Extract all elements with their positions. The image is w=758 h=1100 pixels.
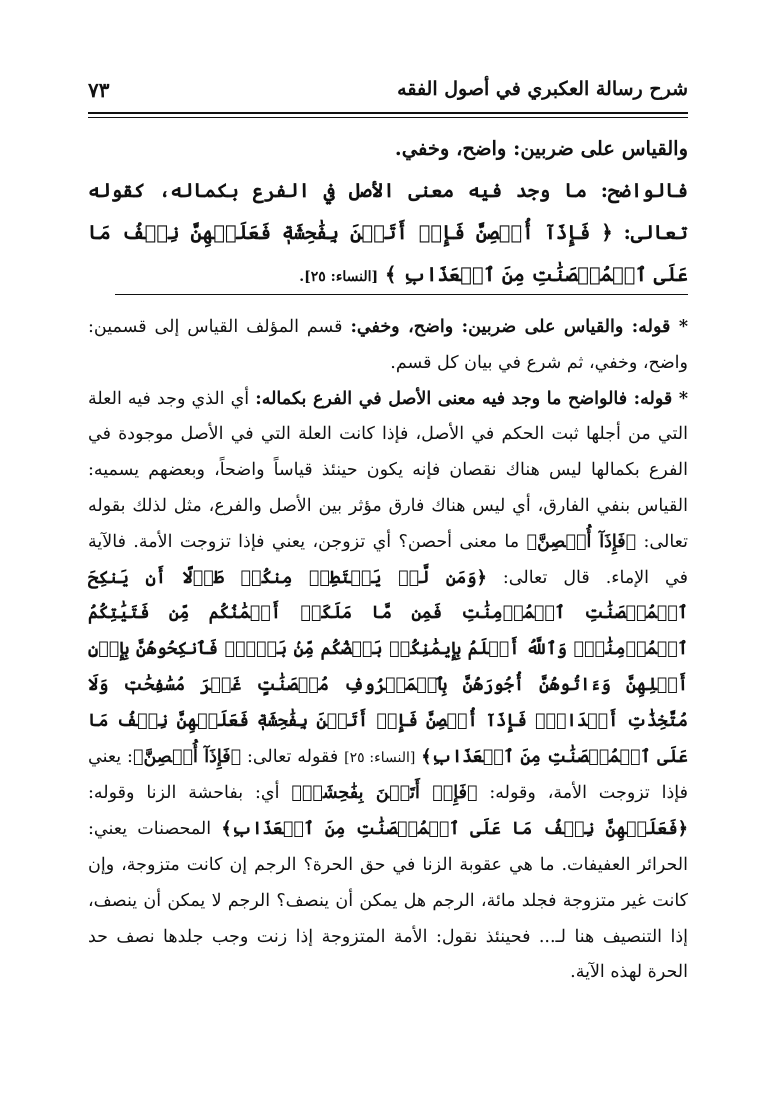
quran-citation-b: [النساء: ٢٥]: [344, 749, 416, 766]
matn-line-2: [88, 170, 688, 298]
matn-verse: ﴿ فَإِذَآ أُحۡصِنَّ فَإِنۡ أَتَيۡنَ بِفَٰحِشَةٖ فَعَلَيۡهِنَّ نِصۡفُ مَا عَلَى ٱلۡمُحۡصَنَٰتِ مِنَ ٱلۡعَذَابِ ﴾: [88, 221, 688, 286]
matn-lead: فالواضح: ما وجد فيه معنى الأصل في الفرع بكماله، كقوله تعالى:: [88, 179, 688, 244]
sharh-text-2d: : يعني فإذا تزوجت الأمة، وقوله:: [88, 746, 689, 804]
running-header: [88, 78, 688, 112]
header-rule-thin: [88, 117, 688, 118]
sharh-text-2b: ما معنى أحصن؟ أي تزوجن، يعني فإذا تزوجت الأمة. فالآية في الإماء. قال تعالى:: [88, 531, 688, 588]
sharh-paragraph-1: [88, 310, 688, 382]
quran-verse-c: ﴿فَإِذَآ أُحۡصِنَّ﴾: [132, 746, 242, 767]
sharh-lead-1: * قوله: والقياس على ضربين: واضح، وخفي:: [350, 317, 688, 337]
quran-verse-e: ﴿فَعَلَيۡهِنَّ نِصۡفُ مَا عَلَى ٱلۡمُحۡصَنَٰتِ مِنَ ٱلۡعَذَابِ﴾: [221, 819, 688, 840]
sharh-text-2c: فقوله تعالى:: [246, 746, 339, 767]
sharh-text-2a: أي الذي وجد فيه العلة التي من أجلها ثبت الحكم في الأصل، فإذا كانت العلة التي في الأصل موجودة في الفرع بكمالها ليس هناك نقصان فإنه يكون حينئذ قياساً واضحاً، وبعضهم يسميه: القياس بنفي الفارق، أي ليس هناك فارق مؤثر بين الأصل والفرع، مثل لذلك بقوله تعالى:: [88, 388, 688, 552]
sharh-text-2e: أي: بفاحشة الزنا وقوله:: [88, 783, 280, 804]
matn-citation: [النساء: ٢٥].: [299, 269, 379, 285]
quran-verse-d: ﴿فَإِنۡ أَتَيۡنَ بِفَٰحِشَةٖ﴾: [291, 783, 478, 804]
header-title: شرح رسالة العكبري في أصول الفقه: [397, 78, 688, 100]
sharh-text-1: قسم المؤلف القياس إلى قسمين: واضح، وخفي، ثم شرع في بيان كل قسم.: [88, 317, 688, 373]
quran-verse-a: ﴿فَإِذَآ أُحۡصِنَّ﴾: [526, 531, 637, 552]
footnote-separator: [115, 294, 688, 295]
sharh-paragraph-2: [88, 382, 688, 992]
sharh-lead-2: * قوله: فالواضح ما وجد فيه معنى الأصل في الفرع بكماله:: [255, 388, 688, 409]
matn-text: [88, 128, 688, 298]
quran-verse-b: ﴿وَمَن لَّمۡ يَسۡتَطِعۡ مِنكُمۡ طَوۡلًا أَن يَنكِحَ ٱلۡمُحۡصَنَٰتِ ٱلۡمُؤۡمِنَٰتِ فَمِن مَّا مَلَكَتۡ أَيۡمَٰنُكُم مِّن فَتَيَٰتِكُمُ ٱلۡمُؤۡمِنَٰتِۚ وَٱللَّهُ أَعۡلَمُ بِإِيمَٰنِكُمۚ بَعۡضُكُم مِّنۢ بَعۡضٖۚ فَٱنكِحُوهُنَّ بِإِذۡنِ أَهۡلِهِنَّ وَءَاتُوهُنَّ أُجُورَهُنَّ بِٱلۡمَعۡرُوفِ مُحۡصَنَٰتٍ غَيۡرَ مُسَٰفِحَٰتٖ وَلَا مُتَّخِذَٰتِ أَخۡدَانٖۚ فَإِذَآ أُحۡصِنَّ فَإِنۡ أَتَيۡنَ بِفَٰحِشَةٖ فَعَلَيۡهِنَّ نِصۡفُ مَا عَلَى ٱلۡمُحۡصَنَٰتِ مِنَ ٱلۡعَذَابِ﴾: [88, 567, 688, 767]
sharh-text-2f: المحصنات يعني: الحرائر العفيفات. ما هي عقوبة الزنا في حق الحرة؟ الرجم إن كانت متزوجة، وإن كانت غير متزوجة فجلد مائة، الرجم هل يمكن أن ينصف؟ الرجم لا يمكن أن ينصف، إذا التنصيف هنا لـ... فحينئذ نقول: الأمة المتزوجة إذا زنت وجب جلدها نصف حد الحرة لهذه الآية.: [88, 819, 688, 983]
sharh-text: [88, 310, 688, 991]
page-number: ٧٣: [88, 78, 110, 102]
matn-line-1: والقياس على ضربين: واضح، وخفي.: [394, 137, 688, 160]
header-rule-thick: [88, 112, 688, 114]
